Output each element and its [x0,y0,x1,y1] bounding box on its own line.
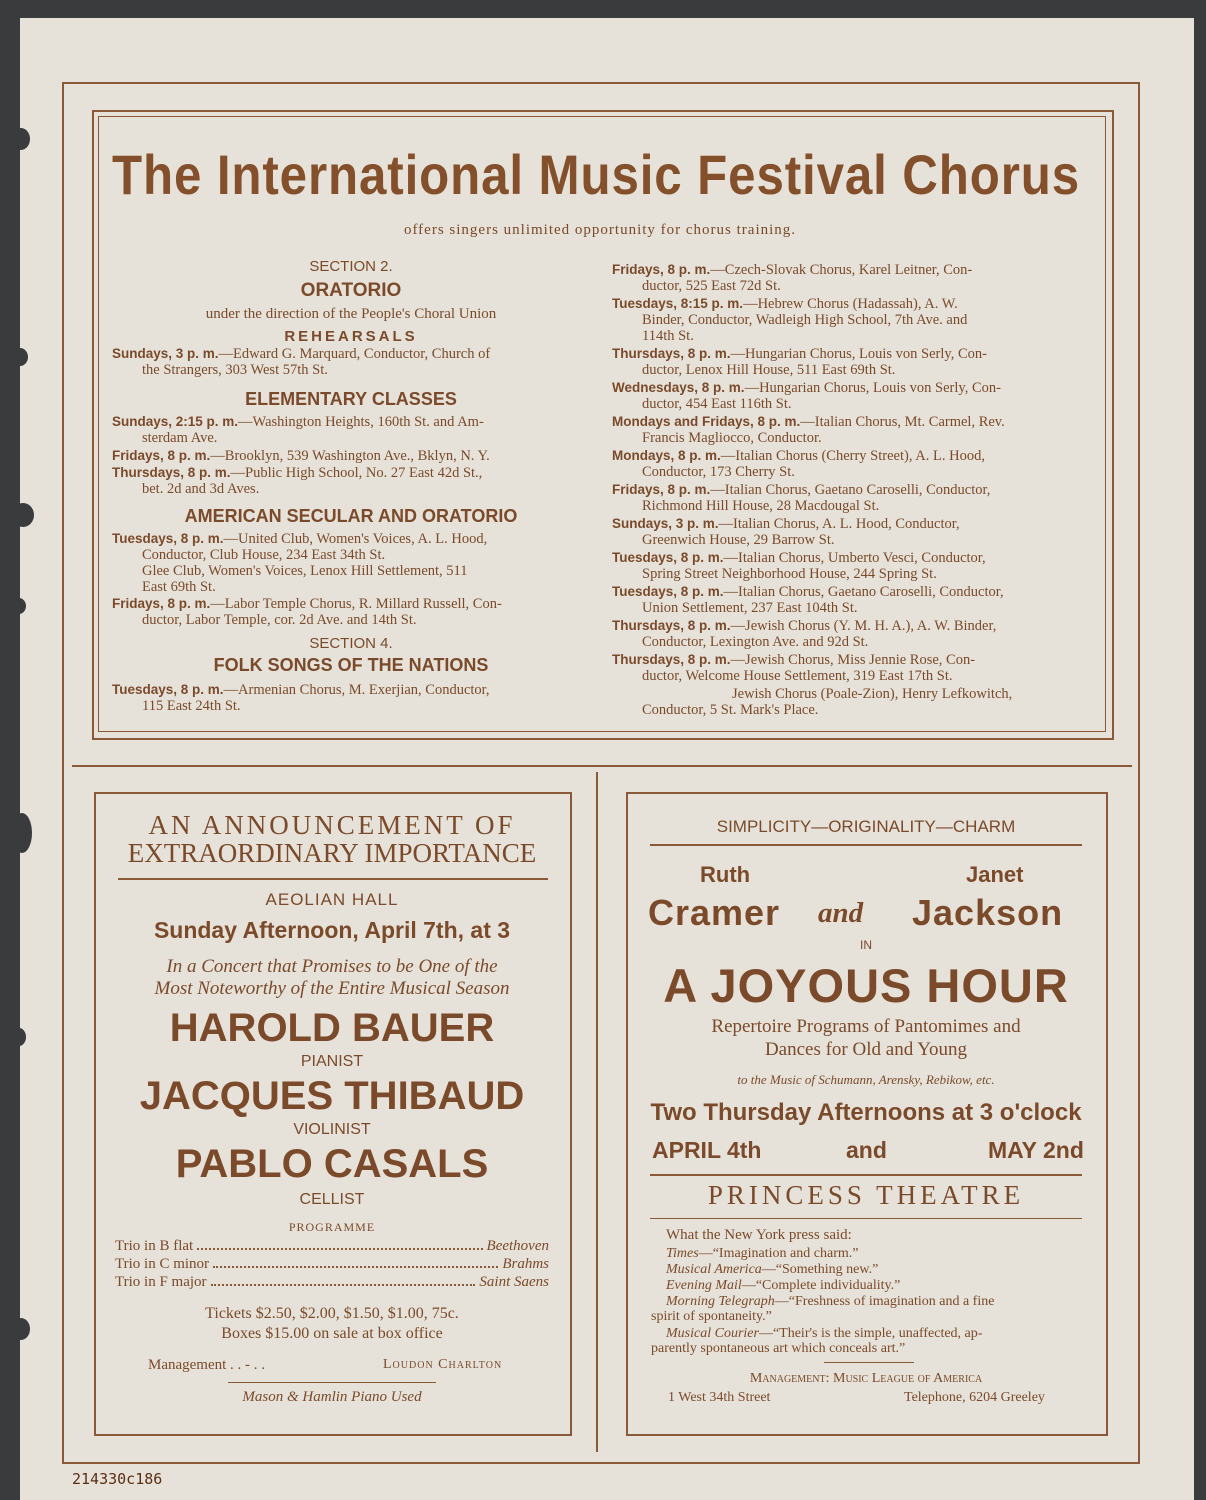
festival-title: The International Music Festival Chorus [112,143,1081,206]
archive-mark: 214330c186 [72,1470,163,1488]
management-label: Management . . - . . [148,1357,266,1373]
programme-item: Trio in F major Saint Saens [115,1274,549,1290]
joyous-music: to the Music of Schumann, Arensky, Rebikow, etc. [737,1072,995,1087]
american-entry: Fridays, 8 p. m.—Labor Temple Chorus, R. Millard Russell, Con- ductor, Labor Temple, cor. 2d Ave. and 14th St. [112,596,502,628]
press-heading: What the New York press said: [666,1227,852,1243]
performer-last-cramer: Cramer [648,892,781,933]
joyous-date-2: MAY 2nd [988,1137,1084,1163]
chorus-entry-cont: Richmond Hill House, 28 Macdougal St. [642,498,880,514]
chorus-entry-text: —Italian Chorus (Cherry Street), A. L. Hood, [720,448,985,464]
concert-date: Sunday Afternoon, April 7th, at 3 [153,917,511,943]
chorus-entry-text: —Jewish Chorus, Miss Jennie Rose, Con- [730,652,976,668]
american-heading: AMERICAN SECULAR AND ORATORIO [184,506,518,526]
chorus-entry-day: Thursdays, 8 p. m. [612,652,731,667]
press-quote: Musical Courier—“Their's is the simple, unaffected, ap- [666,1326,983,1341]
press-quote-cont: spirit of spontaneity.” [651,1309,772,1324]
joyous-when: Two Thursday Afternoons at 3 o'clock [650,1099,1082,1126]
chorus-entry [612,618,1090,650]
chorus-entry-day: Fridays, 8 p. m. [612,262,711,277]
joyous-desc-1: Repertoire Programs of Pantomimes and [711,1016,1021,1037]
press-quote-cont: parently spontaneous art which conceals art.” [651,1341,906,1356]
joyous-theatre: PRINCESS THEATRE [707,1180,1025,1210]
divider-horizontal [72,765,1132,767]
chorus-entry-day: Tuesdays, 8:15 p. m. [612,296,744,311]
chorus-entry-day: Mondays and Fridays, 8 p. m. [612,414,801,429]
chorus-entry [612,448,1090,480]
joyous-title: A JOYOUS HOUR [663,959,1069,1012]
chorus-entry [612,686,1090,718]
performer-first-janet: Janet [966,862,1024,887]
chorus-entry-cont: Union Settlement, 237 East 104th St. [642,600,858,616]
chorus-entry [612,414,1090,446]
divider-vertical [596,772,598,1452]
chorus-entry-cont: ductor, Lenox Hill House, 511 East 69th St. [642,362,896,378]
joyous-and: and [818,897,864,929]
direction-note: under the direction of the People's Choral Union [205,306,497,322]
chorus-entry-day: Fridays, 8 p. m. [612,482,711,497]
joyous-date-1: APRIL 4th [652,1137,762,1163]
concert-promise-1: In a Concert that Promises to be One of the [166,956,498,977]
joyous-address: 1 West 34th Street [668,1390,771,1405]
chorus-entry-text: —Jewish Chorus (Y. M. H. A.), A. W. Binder, [730,618,997,634]
management-name: Loudon Charlton [383,1357,503,1372]
chorus-entry-cont: Conductor, 5 St. Mark's Place. [642,702,819,718]
american-entry: Tuesdays, 8 p. m.—United Club, Women's Voices, A. L. Hood, Conductor, Club House, 234 East 34th St. [112,531,488,563]
ticket-prices: Tickets $2.50, $2.00, $1.50, $1.00, 75c. [205,1305,459,1322]
chorus-entry-cont: ductor, 454 East 116th St. [642,396,792,412]
chorus-entry-cont: Spring Street Neighborhood House, 244 Spring St. [642,566,937,582]
chorus-entry-text: —Hungarian Chorus, Louis von Serly, Con- [744,380,1001,396]
chorus-entry-cont: Francis Magliocco, Conductor. [642,430,822,446]
concert-headline-2: EXTRAORDINARY IMPORTANCE [127,838,537,868]
artist-bauer: HAROLD BAUER [169,1006,495,1050]
folk-entry: Tuesdays, 8 p. m.—Armenian Chorus, M. Exerjian, Conductor, 115 East 24th St. [112,682,490,714]
chorus-entry [612,652,1090,684]
chorus-entry [612,482,1090,514]
chorus-entry-text: —Italian Chorus, Umberto Vesci, Conductor, [723,550,986,566]
chorus-entry-cont: Conductor, 173 Cherry St. [642,464,795,480]
chorus-entry-cont: ductor, Welcome House Settlement, 319 East 17th St. [642,668,953,684]
chorus-entry-cont: ductor, 525 East 72d St. [642,278,781,294]
chorus-entry [612,346,1090,378]
chorus-entry-day: Tuesdays, 8 p. m. [612,584,724,599]
chorus-entry [612,296,1090,344]
chorus-entry-text: —Hebrew Chorus (Hadassah), A. W. [743,296,958,312]
programme-item: Trio in B flat Beethoven [115,1238,549,1254]
chorus-entry-day: Thursdays, 8 p. m. [612,618,731,633]
elementary-entry: Sundays, 2:15 p. m.—Washington Heights, 160th St. and Am- sterdam Ave. [112,414,484,446]
chorus-entry-cont: Greenwich House, 29 Barrow St. [642,532,835,548]
chorus-entry-day: Tuesdays, 8 p. m. [612,550,724,565]
press-quote: Musical America—“Something new.” [666,1262,879,1277]
artist-casals: PABLO CASALS [175,1142,489,1186]
press-quote: Times—“Imagination and charm.” [666,1246,859,1261]
box-prices: Boxes $15.00 on sale at box office [221,1325,443,1342]
elementary-entry: Fridays, 8 p. m.—Brooklyn, 539 Washington Ave., Bklyn, N. Y. [112,448,490,464]
role-pianist: PIANIST [300,1053,364,1070]
chorus-entry-text: —Italian Chorus, A. L. Hood, Conductor, [718,516,960,532]
chorus-entry-text: —Hungarian Chorus, Louis von Serly, Con- [730,346,987,362]
oratorio-heading: ORATORIO [300,280,402,301]
chorus-entry [612,550,1090,582]
artist-thibaud: JACQUES THIBAUD [139,1074,525,1118]
press-quote: Morning Telegraph—“Freshness of imagination and a fine [666,1294,995,1309]
press-quote: Evening Mail—“Complete individuality.” [666,1278,901,1293]
chorus-entry-cont: Conductor, Lexington Ave. and 92d St. [642,634,869,650]
role-cellist: CELLIST [299,1191,365,1208]
chorus-entry-text: Jewish Chorus (Poale-Zion), Henry Lefkowitch, [732,686,1013,702]
performer-first-ruth: Ruth [700,862,751,887]
elementary-entry: Thursdays, 8 p. m.—Public High School, No. 27 East 42d St., bet. 2d and 3d Aves. [112,465,483,497]
joyous-in: IN [860,938,872,952]
role-violinist: VIOLINIST [293,1121,371,1138]
chorus-entry-text: —Italian Chorus, Gaetano Caroselli, Conductor, [723,584,1004,600]
chorus-entry-day: Mondays, 8 p. m. [612,448,721,463]
joyous-tagline: SIMPLICITY—ORIGINALITY—CHARM [716,817,1016,836]
section-2-heading: SECTION 2. [309,258,393,275]
rehearsals-heading: REHEARSALS [284,328,418,345]
programme-item: Trio in C minor Brahms [115,1256,549,1272]
chorus-entry [612,516,1090,548]
section-4-heading: SECTION 4. [309,635,393,652]
american-entry: Glee Club, Women's Voices, Lenox Hill Settlement, 511 East 69th St. [142,563,468,595]
chorus-entry-text: —Italian Chorus, Gaetano Caroselli, Conductor, [710,482,991,498]
joyous-desc-2: Dances for Old and Young [764,1039,968,1060]
chorus-entry [612,380,1090,412]
folk-heading: FOLK SONGS OF THE NATIONS [213,655,489,675]
piano-note: Mason & Hamlin Piano Used [242,1389,422,1405]
chorus-entry-text: —Italian Chorus, Mt. Carmel, Rev. [800,414,1005,430]
concert-venue: AEOLIAN HALL [265,890,399,909]
joyous-management: Management: Music League of America [749,1371,983,1386]
programme-heading: PROGRAMME [288,1220,376,1234]
concert-headline-1: AN ANNOUNCEMENT OF [148,810,516,840]
chorus-entry [612,584,1090,616]
chorus-entry-day: Sundays, 3 p. m. [612,516,719,531]
chorus-entry-cont: Binder, Conductor, Wadleigh High School, 7th Ave. and [642,312,968,328]
performer-last-jackson: Jackson [912,892,1064,933]
chorus-entry [612,262,1090,294]
chorus-entry-cont: 114th St. [642,328,694,344]
chorus-entry-day: Wednesdays, 8 p. m. [612,380,745,395]
elementary-heading: ELEMENTARY CLASSES [245,389,457,409]
chorus-entry-day: Thursdays, 8 p. m. [612,346,731,361]
joyous-and-2: and [846,1137,887,1163]
rehearsal-entry: Sundays, 3 p. m.—Edward G. Marquard, Conductor, Church of the Strangers, 303 West 57th St. [112,346,491,378]
chorus-entry-text: —Czech-Slovak Chorus, Karel Leitner, Con- [710,262,973,278]
joyous-phone: Telephone, 6204 Greeley [904,1390,1045,1405]
concert-promise-2: Most Noteworthy of the Entire Musical Season [154,978,510,999]
festival-subtitle: offers singers unlimited opportunity for chorus training. [403,222,797,238]
